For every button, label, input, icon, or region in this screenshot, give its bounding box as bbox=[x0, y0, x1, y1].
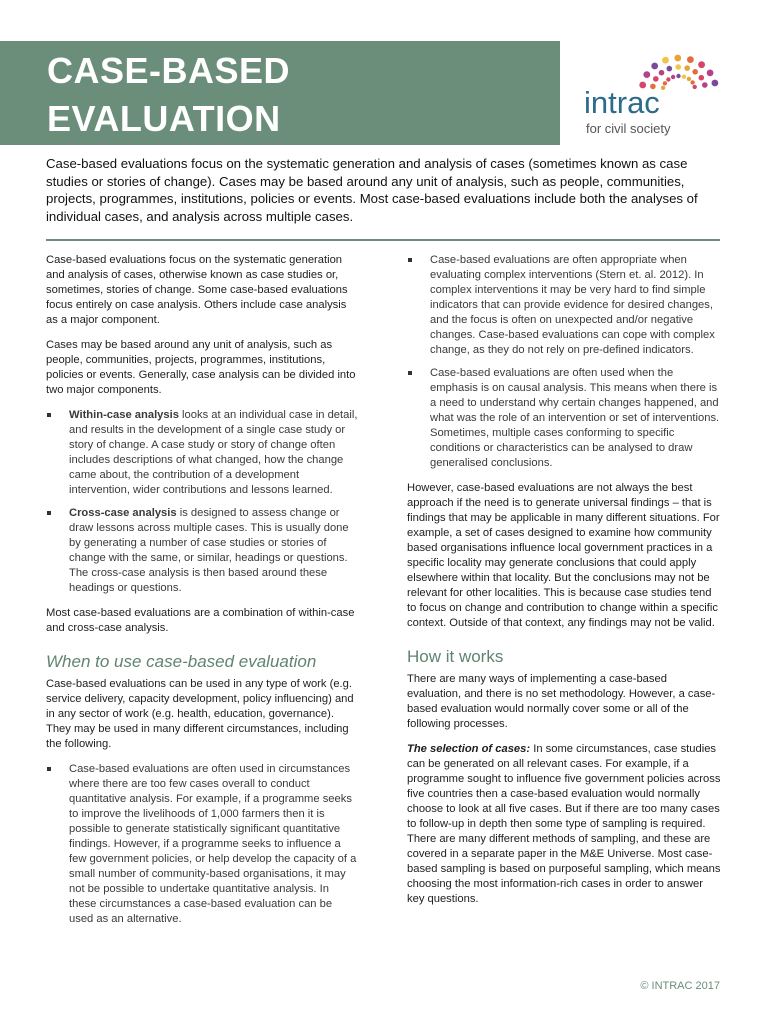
logo-dot bbox=[661, 86, 665, 90]
logo-dot bbox=[699, 75, 705, 81]
within-case-text: looks at an individual case in detail, and results in the development of a single case study or story of change. A case study or story of change often includes descriptions of what changed, how the change came about, the contribution of a development intervention, wider contributions and lessons learned. bbox=[69, 409, 358, 496]
within-case-term: Within-case analysis bbox=[69, 409, 179, 421]
title-banner bbox=[0, 41, 560, 145]
logo-dot bbox=[659, 70, 665, 76]
logo-dot bbox=[702, 82, 708, 88]
right-paragraph-2: There are many ways of implementing a case-based evaluation, and there is no set methodology. However, a case-based evaluation would normally cover some or all of the following processes. bbox=[407, 673, 716, 730]
logo-dot bbox=[675, 64, 681, 70]
list-item bbox=[46, 408, 358, 498]
selection-of-cases-text: In some circumstances, case studies can be generated on all relevant cases. For example, if a programme sought to influence five government policies across five countries then a case-based evaluation would normally choose to look at all five cases. But if there are too many cases to follow-up in depth then some type of sampling is required. There are many different methods of sampling, and these are covered in a separate paper in the M&E Universe. Most case-based sampling is based on purposeful sampling, which means choosing the most information-rich cases in order to answer key questions. bbox=[407, 743, 721, 905]
intro-paragraph: Case-based evaluations focus on the systematic generation and analysis of cases (sometimes known as case studies or stories of change). Cases may be based around any unit of analysis, such as people, communities, projects, programmes, institutions, policies or events. Most case-based evaluations include both the analyses of individual cases, and analysis across multiple cases. bbox=[46, 156, 698, 224]
logo-dot bbox=[671, 75, 675, 79]
left-column bbox=[46, 253, 358, 937]
circumstance-text: Case-based evaluations are often used in circumstances where there are too few cases overall to conduct quantitative analysis. For example, if a programme seeks to improve the livelihoods of 1,000 farmers then it is possible to generate statistically significant quantitative findings. However, if a programme seeks to influence a few government policies, or help develop the capacity of a small number of community-based organisations, it may not be possible to undertake quantitative analysis. In these circumstances a case-based evaluation can be used as an alternative. bbox=[69, 763, 357, 925]
copyright-footer: © INTRAC 2017 bbox=[640, 980, 720, 992]
logo-dot bbox=[674, 55, 681, 62]
logo-dot bbox=[692, 69, 698, 75]
logo-dot bbox=[667, 66, 673, 72]
logo-dot bbox=[693, 85, 697, 89]
circumstance-text: Case-based evaluations are often used when the emphasis is on causal analysis. This means when there is a need to understand why certain changes happened, and what was the role of an intervention or set of interventions. Sometimes, multiple cases conforming to specific conditions or characteristics can be analysed to draw generalised conclusions. bbox=[430, 367, 720, 469]
intrac-logo bbox=[584, 48, 724, 140]
circumstances-list bbox=[46, 762, 358, 927]
circumstance-text: Case-based evaluations are often appropriate when evaluating complex interventions (Stern et. al. 2012). In complex interventions it may be very hard to find simple indicators that can provide evidence for desired changes, and the focus is often on unexpected and/or negative changes. Case-based evaluations can cope with complex change, as they do not rely on pre-defined indicators. bbox=[430, 254, 715, 356]
left-paragraph-3: Most case-based evaluations are a combination of within-case and cross-case analysis. bbox=[46, 607, 355, 634]
logo-dot bbox=[690, 80, 694, 84]
circumstances-list-continued bbox=[407, 253, 722, 471]
logo-dot bbox=[682, 75, 686, 79]
left-paragraph-2: Cases may be based around any unit of analysis, such as people, communities, projects, programmes, institutions, policies or events. Generally, case analysis can be divided into two major components. bbox=[46, 339, 356, 396]
cross-case-term: Cross-case analysis bbox=[69, 507, 177, 519]
left-paragraph-4: Case-based evaluations can be used in any type of work (e.g. service delivery, capacity development, policy influencing) and in any sector of work (e.g. health, education, governance). They may be used in many different circumstances, including the following. bbox=[46, 678, 354, 750]
logo-dot bbox=[643, 71, 650, 78]
logo-tagline: for civil society bbox=[586, 121, 671, 136]
list-item bbox=[46, 506, 358, 596]
logo-dot bbox=[698, 61, 705, 68]
logo-dot bbox=[687, 77, 691, 81]
logo-dot bbox=[707, 70, 714, 77]
logo-dot bbox=[712, 80, 719, 87]
logo-dot bbox=[684, 65, 690, 71]
page-title-line-2: EVALUATION bbox=[47, 98, 281, 139]
logo-dot bbox=[666, 77, 670, 81]
list-item bbox=[46, 762, 358, 927]
list-item bbox=[407, 253, 722, 358]
right-paragraph-1: However, case-based evaluations are not always the best approach if the need is to generate universal findings – that is findings that may be applicable in many different situations. For example, a set of cases designed to examine how community based organisations influence local government practices in a specific locality may generate conclusions that could apply elsewhere within that locality. But the conclusions may not be relevant for other localities. This is because case studies tend to focus on change and contribution to change within a specific context. Outside of that context, any findings may not be valid. bbox=[407, 482, 720, 629]
right-paragraph-3 bbox=[407, 742, 722, 907]
left-paragraph-1: Case-based evaluations focus on the systematic generation and analysis of cases, otherwise known as case studies or, sometimes, stories of change. Some case-based evaluations focus entirely on case analysis. Others include case analysis as a major component. bbox=[46, 254, 348, 326]
logo-dot bbox=[676, 74, 680, 78]
analysis-types-list bbox=[46, 408, 358, 596]
cross-case-text: is designed to assess change or draw lessons across multiple cases. This is usually done by generating a number of case studies or stories of change with the same, or similar, headings or questions. The cross-case analysis is then based around these headings or questions. bbox=[69, 507, 349, 594]
logo-dot bbox=[687, 56, 694, 63]
right-column bbox=[407, 253, 722, 917]
logo-dot bbox=[662, 57, 669, 64]
selection-of-cases-label: The selection of cases: bbox=[407, 743, 531, 755]
logo-wordmark: intrac bbox=[584, 85, 660, 120]
list-item bbox=[407, 366, 722, 471]
page-title-line-1: CASE-BASED bbox=[47, 50, 291, 91]
logo-dot bbox=[651, 63, 658, 70]
logo-dot bbox=[663, 81, 667, 85]
section-divider bbox=[46, 239, 720, 241]
when-to-use-heading: When to use case-based evaluation bbox=[46, 652, 317, 671]
how-it-works-heading: How it works bbox=[407, 647, 504, 666]
logo-dot bbox=[653, 76, 659, 82]
